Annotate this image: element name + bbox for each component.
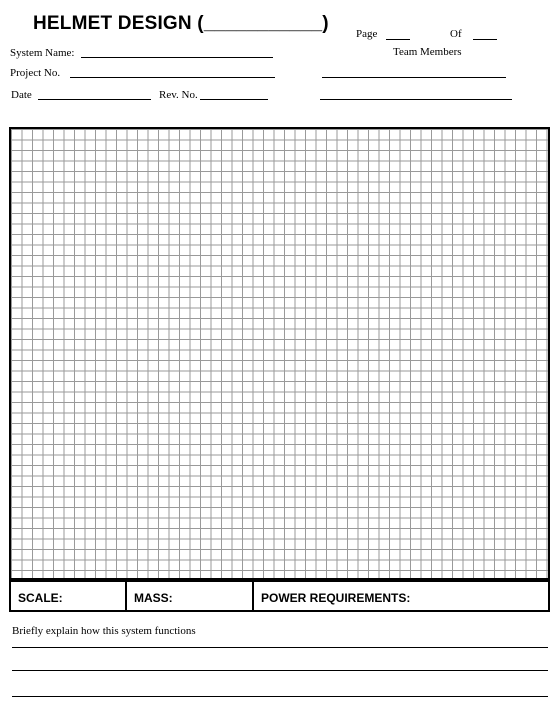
system-name-label: System Name: <box>10 47 75 59</box>
form-title-blank: ___________ <box>203 13 323 34</box>
mass-label: MASS: <box>134 591 173 605</box>
explain-prompt: Briefly explain how this system functions <box>12 625 196 637</box>
project-no-label: Project No. <box>10 67 61 79</box>
form-title-prefix: HELMET DESIGN ( <box>33 13 204 34</box>
page-number-field[interactable] <box>386 39 410 40</box>
scale-label: SCALE: <box>18 591 63 605</box>
explain-line-3[interactable] <box>12 696 548 697</box>
rev-no-label: Rev. No. <box>159 89 198 101</box>
project-no-field[interactable] <box>70 77 275 78</box>
date-label: Date <box>11 89 32 101</box>
power-requirements-label: POWER REQUIREMENTS: <box>261 591 411 605</box>
team-members-label: Team Members <box>393 46 462 58</box>
specs-row <box>9 580 550 612</box>
scale-cell[interactable] <box>11 582 125 610</box>
total-pages-field[interactable] <box>473 39 497 40</box>
form-title-suffix: ) <box>322 13 329 34</box>
rev-no-field[interactable] <box>200 99 268 100</box>
of-label: Of <box>450 28 462 40</box>
team-member-field-1[interactable] <box>322 77 506 78</box>
sketch-grid[interactable] <box>9 127 550 580</box>
explain-line-1[interactable] <box>12 647 548 648</box>
date-field[interactable] <box>38 99 151 100</box>
team-member-field-2[interactable] <box>320 99 512 100</box>
power-requirements-cell[interactable] <box>252 582 548 610</box>
system-name-field[interactable] <box>81 57 273 58</box>
page-label: Page <box>356 28 378 40</box>
explain-line-2[interactable] <box>12 670 548 671</box>
mass-cell[interactable] <box>125 582 252 610</box>
form-title <box>33 13 329 35</box>
